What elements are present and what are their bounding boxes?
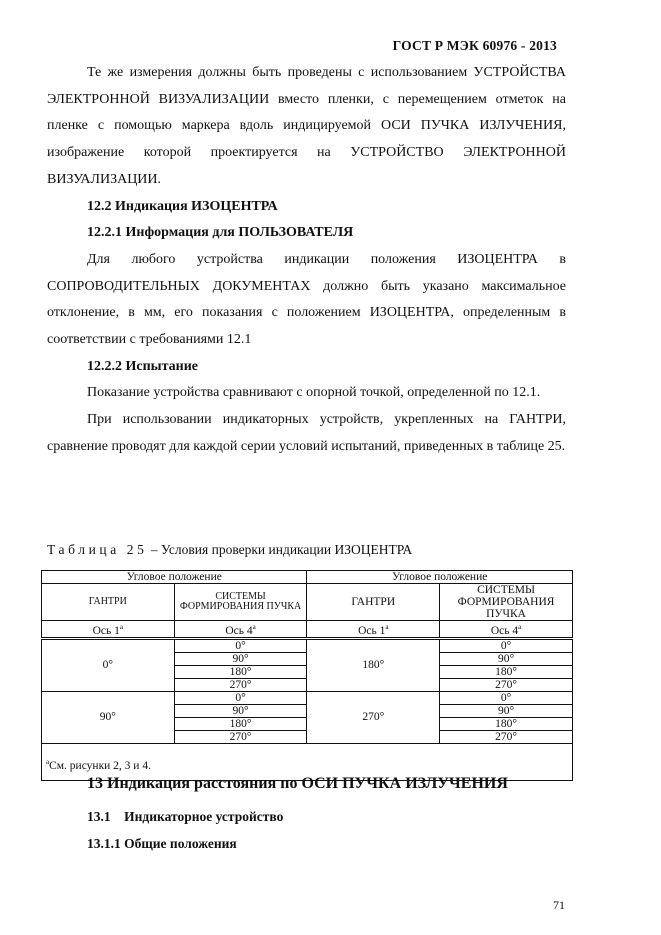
table-cell-gantry-90: 90° — [42, 691, 175, 743]
table-axis4-left: Ось 4$^a$ — [174, 621, 307, 639]
paragraph-electronic-imaging: Те же измерения должны быть проведены с использованием УСТРОЙСТВА ЭЛЕКТРОННОЙ ВИЗУАЛИЗАЦИИ вместо пленки, с перемещением отметок на пленке с помощью маркера вдоль индицируемой ОСИ ПУЧКА ИЗЛУЧЕНИЯ, изображение которой проектируется на УСТРОЙСТВО ЭЛЕКТРОННОЙ ВИЗУАЛИЗАЦИИ. — [47, 65, 566, 187]
paragraph-user-info: Для любого устройства индикации положения ИЗОЦЕНТРА в СОПРОВОДИТЕЛЬНЫХ ДОКУМЕНТАХ должно быть указано максимальное отклонение, в мм, его показания с положением ИЗОЦЕНТРА, определенным в соответствии с требованиями 12.1 — [47, 251, 566, 348]
heading-13: 13 Индикация расстояния по ОСИ ПУЧКА ИЗЛУЧЕНИЯ — [87, 775, 508, 792]
table-group-header-right: Угловое положение — [307, 571, 573, 584]
table-cell-angle: 90° — [440, 704, 573, 717]
table-cell-angle: 0° — [440, 691, 573, 704]
table-cell-angle: 90° — [174, 652, 307, 665]
table-cell-gantry-180: 180° — [307, 638, 440, 691]
table-cell-angle: 270° — [174, 730, 307, 743]
document-header: ГОСТ Р МЭК 60976 - 2013 — [392, 38, 557, 53]
table-cell-gantry-0: 0° — [42, 638, 175, 691]
table-cell-angle: 180° — [440, 665, 573, 678]
paragraph-gantry-devices: При использовании индикаторных устройств, укрепленных на ГАНТРИ, сравнение проводят для каждой серии условий испытаний, приведенных в таблице 25. — [47, 412, 566, 454]
heading-13-1-1: 13.1.1 Общие положения — [87, 836, 237, 851]
table-footnote: $^a$См. рисунки 2, 3 и 4. — [42, 743, 573, 780]
table-cell-angle: 270° — [440, 678, 573, 691]
table-cell-angle: 180° — [174, 717, 307, 730]
table-col-system-right: СИСТЕМЫ ФОРМИРОВАНИЯ ПУЧКА — [440, 584, 573, 621]
table-caption-dash: – — [147, 542, 161, 557]
table-col-gantry-right: ГАНТРИ — [307, 584, 440, 621]
paragraph-test-comparison: Показание устройства сравнивают с опорной точкой, определенной по 12.1. — [87, 385, 541, 401]
heading-12-2-1: 12.2.1 Информация для ПОЛЬЗОВАТЕЛЯ — [87, 225, 354, 241]
table-caption-label: Таблица 25 — [47, 542, 148, 557]
table-axis1-left: Ось 1$^a$ — [42, 621, 175, 639]
table-col-system-left: СИСТЕМЫ ФОРМИРОВАНИЯ ПУЧКА — [174, 584, 307, 621]
table-row — [42, 638, 573, 652]
table-cell-angle: 90° — [174, 704, 307, 717]
table-row — [42, 691, 573, 704]
table-cell-angle: 270° — [440, 730, 573, 743]
isocenter-test-table — [41, 570, 573, 781]
table-caption-text: Условия проверки индикации ИЗОЦЕНТРА — [161, 542, 413, 557]
table-cell-angle: 90° — [440, 652, 573, 665]
table-cell-angle: 180° — [440, 717, 573, 730]
page-number: 71 — [553, 898, 565, 912]
table-cell-gantry-270: 270° — [307, 691, 440, 743]
table-axis1-right: Ось 1$^a$ — [307, 621, 440, 639]
body-text — [47, 60, 566, 461]
table-caption — [47, 542, 412, 558]
heading-12-2-2: 12.2.2 Испытание — [87, 358, 198, 374]
table-cell-angle: 270° — [174, 678, 307, 691]
heading-13-1: 13.1 Индикаторное устройство — [87, 809, 284, 824]
table-col-gantry-left: ГАНТРИ — [42, 584, 175, 621]
table-cell-angle: 0° — [174, 691, 307, 704]
table-cell-angle: 0° — [440, 638, 573, 652]
table-cell-angle: 0° — [174, 638, 307, 652]
table-axis4-right: Ось 4$^a$ — [440, 621, 573, 639]
table-cell-angle: 180° — [174, 665, 307, 678]
table-group-header-left: Угловое положение — [42, 571, 307, 584]
heading-12-2: 12.2 Индикация ИЗОЦЕНТРА — [87, 198, 278, 214]
